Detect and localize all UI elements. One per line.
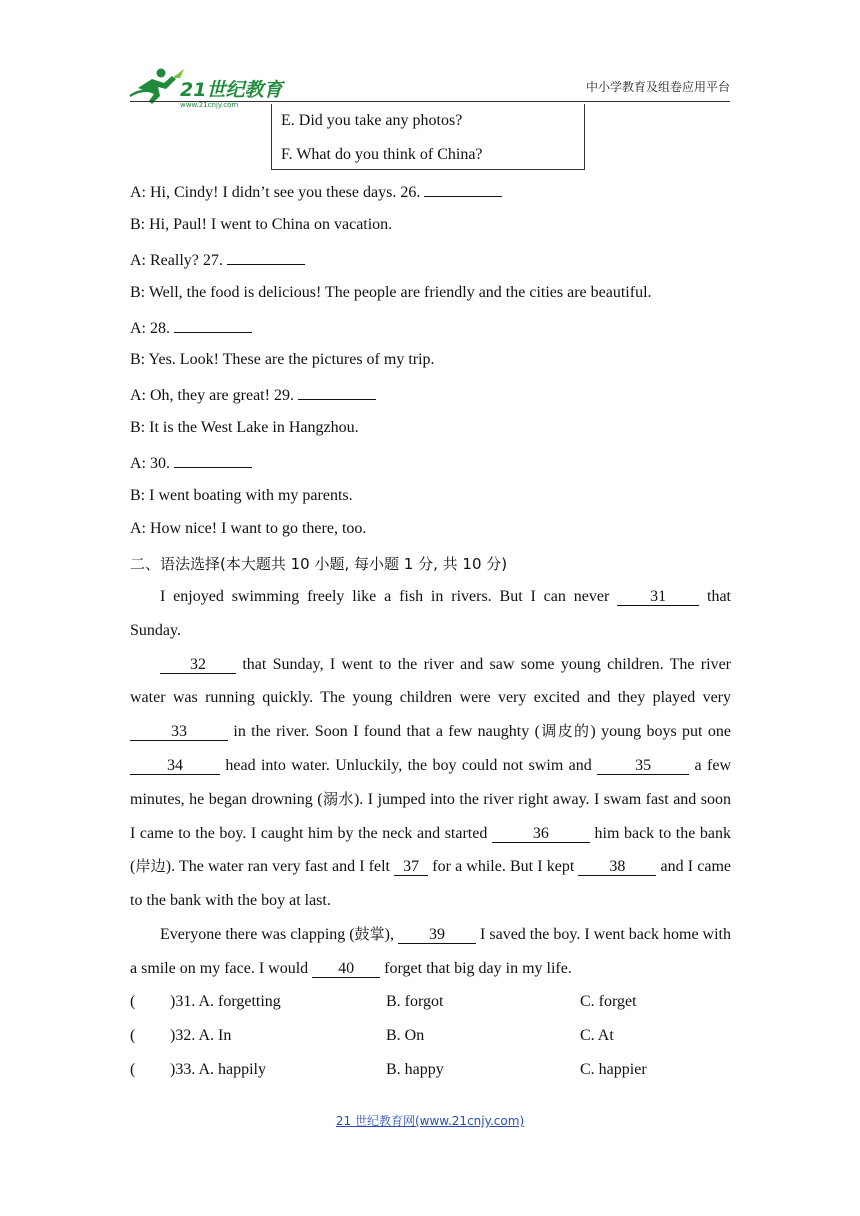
passage-paragraph-1: I enjoyed swimming freely like a fish in rivers. But I can never 31 that Sunday. <box>130 588 731 639</box>
question-row <box>130 1061 730 1083</box>
answer-paren[interactable]: ( <box>130 1061 136 1078</box>
blank-31: 31 <box>617 588 699 606</box>
answer-blank <box>298 385 376 400</box>
platform-name: 中小学教育及组卷应用平台 <box>585 80 730 94</box>
question-option-b: B. forgot <box>386 993 444 1010</box>
option-e: E. Did you take any photos? <box>281 112 463 129</box>
runner-icon <box>130 69 184 105</box>
blank-39: 39 <box>398 926 476 944</box>
question-row <box>130 993 730 1015</box>
passage-paragraph-3: Everyone there was clapping (鼓掌), 39 I saved the boy. I went back home with a smile on my face. I would 40 forget that big day in my life. <box>130 924 731 977</box>
option-f: F. What do you think of China? <box>281 146 483 163</box>
blank-37: 37 <box>394 858 428 876</box>
footer-link[interactable]: 21 世纪教育网(www.21cnjy.com) <box>335 1114 525 1128</box>
question-option-a: )33. A. happily <box>170 1061 266 1078</box>
answer-blank <box>424 182 502 197</box>
blank-36: 36 <box>492 825 590 843</box>
section-title: 二、语法选择(本大题共 10 小题, 每小题 1 分, 共 10 分) <box>130 555 508 573</box>
answer-paren[interactable]: ( <box>130 993 136 1010</box>
answer-paren[interactable]: ( <box>130 1027 136 1044</box>
answer-blank <box>174 318 252 333</box>
dialogue-line: B: Well, the food is delicious! The people are friendly and the cities are beautiful. <box>130 284 652 301</box>
dialogue-line: A: 28. <box>130 318 252 338</box>
options-box <box>271 104 585 170</box>
question-option-b: B. happy <box>386 1061 444 1078</box>
blank-35: 35 <box>597 757 689 775</box>
question-option-b: B. On <box>386 1027 425 1044</box>
passage <box>130 580 731 986</box>
question-option-c: C. happier <box>580 1061 647 1078</box>
blank-38: 38 <box>578 858 656 876</box>
question-option-c: C. forget <box>580 993 637 1010</box>
blank-34: 34 <box>130 757 220 775</box>
logo-url: www.21cnjy.com <box>180 101 239 109</box>
blank-32: 32 <box>160 656 236 674</box>
question-row <box>130 1027 730 1049</box>
dialogue-line: B: It is the West Lake in Hangzhou. <box>130 419 359 436</box>
blank-40: 40 <box>312 960 380 978</box>
logo-text: 21世纪教育 <box>180 79 283 101</box>
dialogue-line: B: Yes. Look! These are the pictures of my trip. <box>130 351 435 368</box>
dialogue-line: A: How nice! I want to go there, too. <box>130 520 367 537</box>
answer-blank <box>174 453 252 468</box>
blank-33: 33 <box>130 723 228 741</box>
dialogue-line: B: Hi, Paul! I went to China on vacation. <box>130 216 393 233</box>
passage-paragraph-2: 32 that Sunday, I went to the river and saw some young children. The river water was running quickly. The young children were very excited and they played very 33 in the river. Soon I found that a few naughty (调皮的) young boys put one 34 head into water. Unluckily, the boy could not swim and 35 a few minutes, he began drowning (溺水). I jumped into the river right away. I swam fast and soon I came to the boy. I caught him by the neck and started 36 him back to the bank (岸边). The water ran very fast and I felt 37 for a while. But I kept 38 and I came to the bank with the boy at last. <box>130 655 731 910</box>
question-option-c: C. At <box>580 1027 614 1044</box>
dialogue-line: A: Hi, Cindy! I didn’t see you these days. 26. <box>130 182 502 202</box>
answer-blank <box>227 250 305 265</box>
question-option-a: )32. A. In <box>170 1027 232 1044</box>
header-divider <box>130 101 730 102</box>
question-option-a: )31. A. forgetting <box>170 993 281 1010</box>
dialogue-line: A: Really? 27. <box>130 250 305 270</box>
dialogue-line: A: 30. <box>130 453 252 473</box>
dialogue-line: A: Oh, they are great! 29. <box>130 385 376 405</box>
dialogue-line: B: I went boating with my parents. <box>130 487 353 504</box>
